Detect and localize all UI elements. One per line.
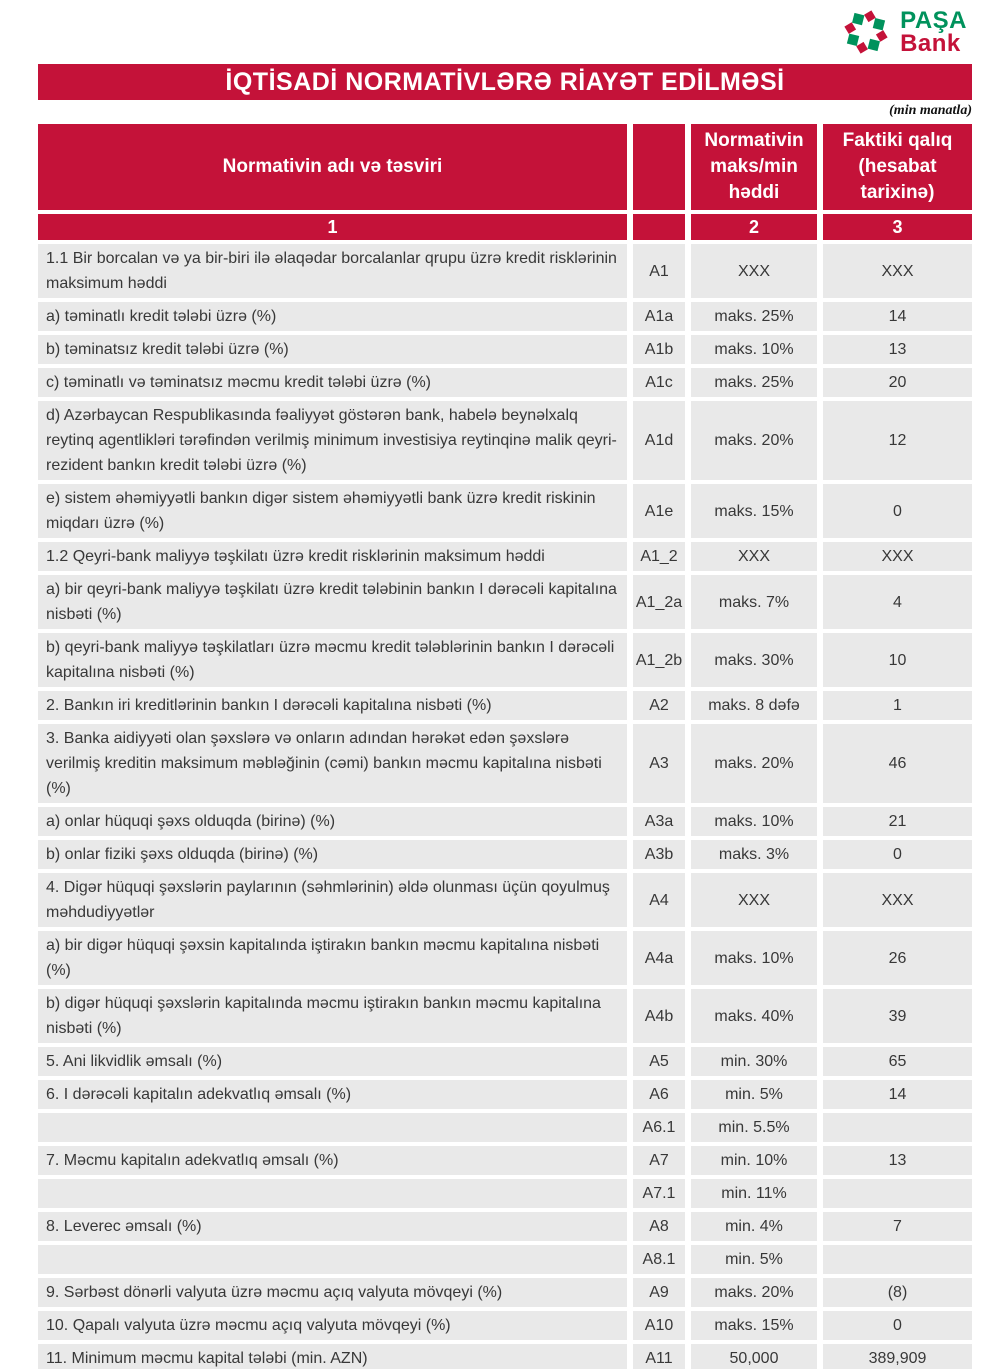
row-A1c-code: A1c: [633, 368, 685, 397]
row-A4a-name: a) bir digər hüquqi şəxsin kapitalında iştirakın bankın məcmu kapitalına nisbəti (%): [38, 931, 627, 985]
row-A8-code: A8: [633, 1212, 685, 1241]
row-A1_2-code: A1_2: [633, 542, 685, 571]
index-cell-2: 2: [691, 214, 817, 240]
row-A11-limit: 50,000: [691, 1344, 817, 1369]
row-A1-actual: XXX: [823, 244, 972, 298]
header-limit-column: Normativin maks/min həddi: [691, 124, 817, 210]
row-A4b-code: A4b: [633, 989, 685, 1043]
row-A1c-name: c) təminatlı və təminatsız məcmu kredit tələbi üzrə (%): [38, 368, 627, 397]
brand-name-bottom: Bank: [900, 30, 961, 57]
row-A8-limit: min. 4%: [691, 1212, 817, 1241]
row-A5-limit: min. 30%: [691, 1047, 817, 1076]
row-A7.1-name: [38, 1179, 627, 1208]
row-A1a-name: a) təminatlı kredit tələbi üzrə (%): [38, 302, 627, 331]
row-A6-limit: min. 5%: [691, 1080, 817, 1109]
row-A7-code: A7: [633, 1146, 685, 1175]
row-A2-actual: 1: [823, 691, 972, 720]
pasha-bank-logo-icon: [840, 6, 892, 58]
row-A2-name: 2. Bankın iri kreditlərinin bankın I dərəcəli kapitalına nisbəti (%): [38, 691, 627, 720]
row-A4a-actual: 26: [823, 931, 972, 985]
row-A9-actual: (8): [823, 1278, 972, 1307]
pasha-bank-logo: [840, 6, 967, 58]
row-A1c-limit: maks. 25%: [691, 368, 817, 397]
row-A11-actual: 389,909: [823, 1344, 972, 1369]
row-A7.1-actual: [823, 1179, 972, 1208]
row-A6.1-code: A6.1: [633, 1113, 685, 1142]
row-A1a-limit: maks. 25%: [691, 302, 817, 331]
index-cell-1: 1: [38, 214, 627, 240]
row-A6.1-name: [38, 1113, 627, 1142]
row-A1e-name: e) sistem əhəmiyyətli bankın digər sistem əhəmiyyətli bank üzrə kredit riskinin miqdarı üzrə (%): [38, 484, 627, 538]
row-A6.1-actual: [823, 1113, 972, 1142]
row-A4-actual: XXX: [823, 873, 972, 927]
row-A3b-code: A3b: [633, 840, 685, 869]
row-A3a-name: a) onlar hüquqi şəxs olduqda (birinə) (%): [38, 807, 627, 836]
row-A1_2a-name: a) bir qeyri-bank maliyyə təşkilatı üzrə kredit tələbinin bankın I dərəcəli kapitalına nisbəti (%): [38, 575, 627, 629]
row-A2-limit: maks. 8 dəfə: [691, 691, 817, 720]
row-A1_2a-limit: maks. 7%: [691, 575, 817, 629]
row-A10-limit: maks. 15%: [691, 1311, 817, 1340]
row-A10-actual: 0: [823, 1311, 972, 1340]
row-A6-actual: 14: [823, 1080, 972, 1109]
row-A1_2b-code: A1_2b: [633, 633, 685, 687]
row-A4b-limit: maks. 40%: [691, 989, 817, 1043]
row-A1c-actual: 20: [823, 368, 972, 397]
brand-name-top: PAŞA: [900, 7, 967, 34]
norms-table: [38, 124, 972, 1369]
row-A10-code: A10: [633, 1311, 685, 1340]
row-A1-code: A1: [633, 244, 685, 298]
row-A3a-limit: maks. 10%: [691, 807, 817, 836]
row-A4b-name: b) digər hüquqi şəxslərin kapitalında məcmu iştirakın bankın məcmu kapitalına nisbəti (%): [38, 989, 627, 1043]
row-A1-name: 1.1 Bir borcalan və ya bir-biri ilə əlaqədar borcalanlar qrupu üzrə kredit risklərinin maksimum həddi: [38, 244, 627, 298]
row-A6-code: A6: [633, 1080, 685, 1109]
row-A6-name: 6. I dərəcəli kapitalın adekvatlıq əmsalı (%): [38, 1080, 627, 1109]
index-cell-3: 3: [823, 214, 972, 240]
row-A1b-actual: 13: [823, 335, 972, 364]
row-A1_2-limit: XXX: [691, 542, 817, 571]
row-A10-name: 10. Qapalı valyuta üzrə məcmu açıq valyuta mövqeyi (%): [38, 1311, 627, 1340]
row-A7.1-limit: min. 11%: [691, 1179, 817, 1208]
row-A8.1-actual: [823, 1245, 972, 1274]
row-A1d-actual: 12: [823, 401, 972, 480]
row-A1_2b-actual: 10: [823, 633, 972, 687]
row-A1e-limit: maks. 15%: [691, 484, 817, 538]
row-A8.1-name: [38, 1245, 627, 1274]
row-A8-name: 8. Leverec əmsalı (%): [38, 1212, 627, 1241]
row-A1b-name: b) təminatsız kredit tələbi üzrə (%): [38, 335, 627, 364]
row-A3-limit: maks. 20%: [691, 724, 817, 803]
row-A7-actual: 13: [823, 1146, 972, 1175]
row-A9-name: 9. Sərbəst dönərli valyuta üzrə məcmu açıq valyuta mövqeyi (%): [38, 1278, 627, 1307]
row-A1-limit: XXX: [691, 244, 817, 298]
unit-note: (min manatla): [889, 103, 972, 118]
row-A3-name: 3. Banka aidiyyəti olan şəxslərə və onların adından hərəkət edən şəxslərə verilmiş kreditin maksimum məbləğinin (cəmi) bankın məcmu kapitalına nisbəti (%): [38, 724, 627, 803]
row-A1_2a-code: A1_2a: [633, 575, 685, 629]
row-A5-name: 5. Ani likvidlik əmsalı (%): [38, 1047, 627, 1076]
row-A1_2b-name: b) qeyri-bank maliyyə təşkilatları üzrə məcmu kredit tələblərinin bankın I dərəcəli kapitalına nisbəti (%): [38, 633, 627, 687]
row-A7.1-code: A7.1: [633, 1179, 685, 1208]
row-A1_2b-limit: maks. 30%: [691, 633, 817, 687]
row-A3a-actual: 21: [823, 807, 972, 836]
row-A4b-actual: 39: [823, 989, 972, 1043]
row-A4-code: A4: [633, 873, 685, 927]
row-A4-name: 4. Digər hüquqi şəxslərin paylarının (səhmlərinin) əldə olunması üçün qoyulmuş məhdudiyyətlər: [38, 873, 627, 927]
row-A1e-code: A1e: [633, 484, 685, 538]
row-A7-limit: min. 10%: [691, 1146, 817, 1175]
row-A3-actual: 46: [823, 724, 972, 803]
row-A8.1-limit: min. 5%: [691, 1245, 817, 1274]
row-A1e-actual: 0: [823, 484, 972, 538]
row-A1b-limit: maks. 10%: [691, 335, 817, 364]
row-A1d-name: d) Azərbaycan Respublikasında fəaliyyət göstərən bank, habelə beynəlxalq reytinq agentlikləri tərəfindən verilmiş minimum investisiya reytinqinə malik qeyri-rezident bankın kredit tələbi üzrə (%): [38, 401, 627, 480]
row-A4-limit: XXX: [691, 873, 817, 927]
header-actual-column: Faktiki qalıq (hesabat tarixinə): [823, 124, 972, 210]
row-A2-code: A2: [633, 691, 685, 720]
row-A3b-actual: 0: [823, 840, 972, 869]
row-A9-code: A9: [633, 1278, 685, 1307]
row-A4a-code: A4a: [633, 931, 685, 985]
row-A1_2-actual: XXX: [823, 542, 972, 571]
header-name-column: Normativin adı və təsviri: [38, 124, 627, 210]
row-A1b-code: A1b: [633, 335, 685, 364]
row-A8.1-code: A8.1: [633, 1245, 685, 1274]
row-A6.1-limit: min. 5.5%: [691, 1113, 817, 1142]
row-A1_2-name: 1.2 Qeyri-bank maliyyə təşkilatı üzrə kredit risklərinin maksimum həddi: [38, 542, 627, 571]
row-A11-code: A11: [633, 1344, 685, 1369]
row-A3a-code: A3a: [633, 807, 685, 836]
row-A5-code: A5: [633, 1047, 685, 1076]
brand-wordmark: [900, 9, 967, 55]
row-A1a-code: A1a: [633, 302, 685, 331]
index-cell-code: [633, 214, 685, 240]
row-A1d-limit: maks. 20%: [691, 401, 817, 480]
row-A3-code: A3: [633, 724, 685, 803]
row-A1_2a-actual: 4: [823, 575, 972, 629]
row-A1a-actual: 14: [823, 302, 972, 331]
row-A4a-limit: maks. 10%: [691, 931, 817, 985]
row-A3b-name: b) onlar fiziki şəxs olduqda (birinə) (%): [38, 840, 627, 869]
row-A7-name: 7. Məcmu kapitalın adekvatlıq əmsalı (%): [38, 1146, 627, 1175]
row-A5-actual: 65: [823, 1047, 972, 1076]
row-A1d-code: A1d: [633, 401, 685, 480]
row-A11-name: 11. Minimum məcmu kapital tələbi (min. AZN): [38, 1344, 627, 1369]
row-A3b-limit: maks. 3%: [691, 840, 817, 869]
header-code-column: [633, 124, 685, 210]
row-A9-limit: maks. 20%: [691, 1278, 817, 1307]
page-title: İQTİSADİ NORMATİVLƏRƏ RİAYƏT EDİLMƏSİ: [38, 64, 972, 100]
row-A8-actual: 7: [823, 1212, 972, 1241]
